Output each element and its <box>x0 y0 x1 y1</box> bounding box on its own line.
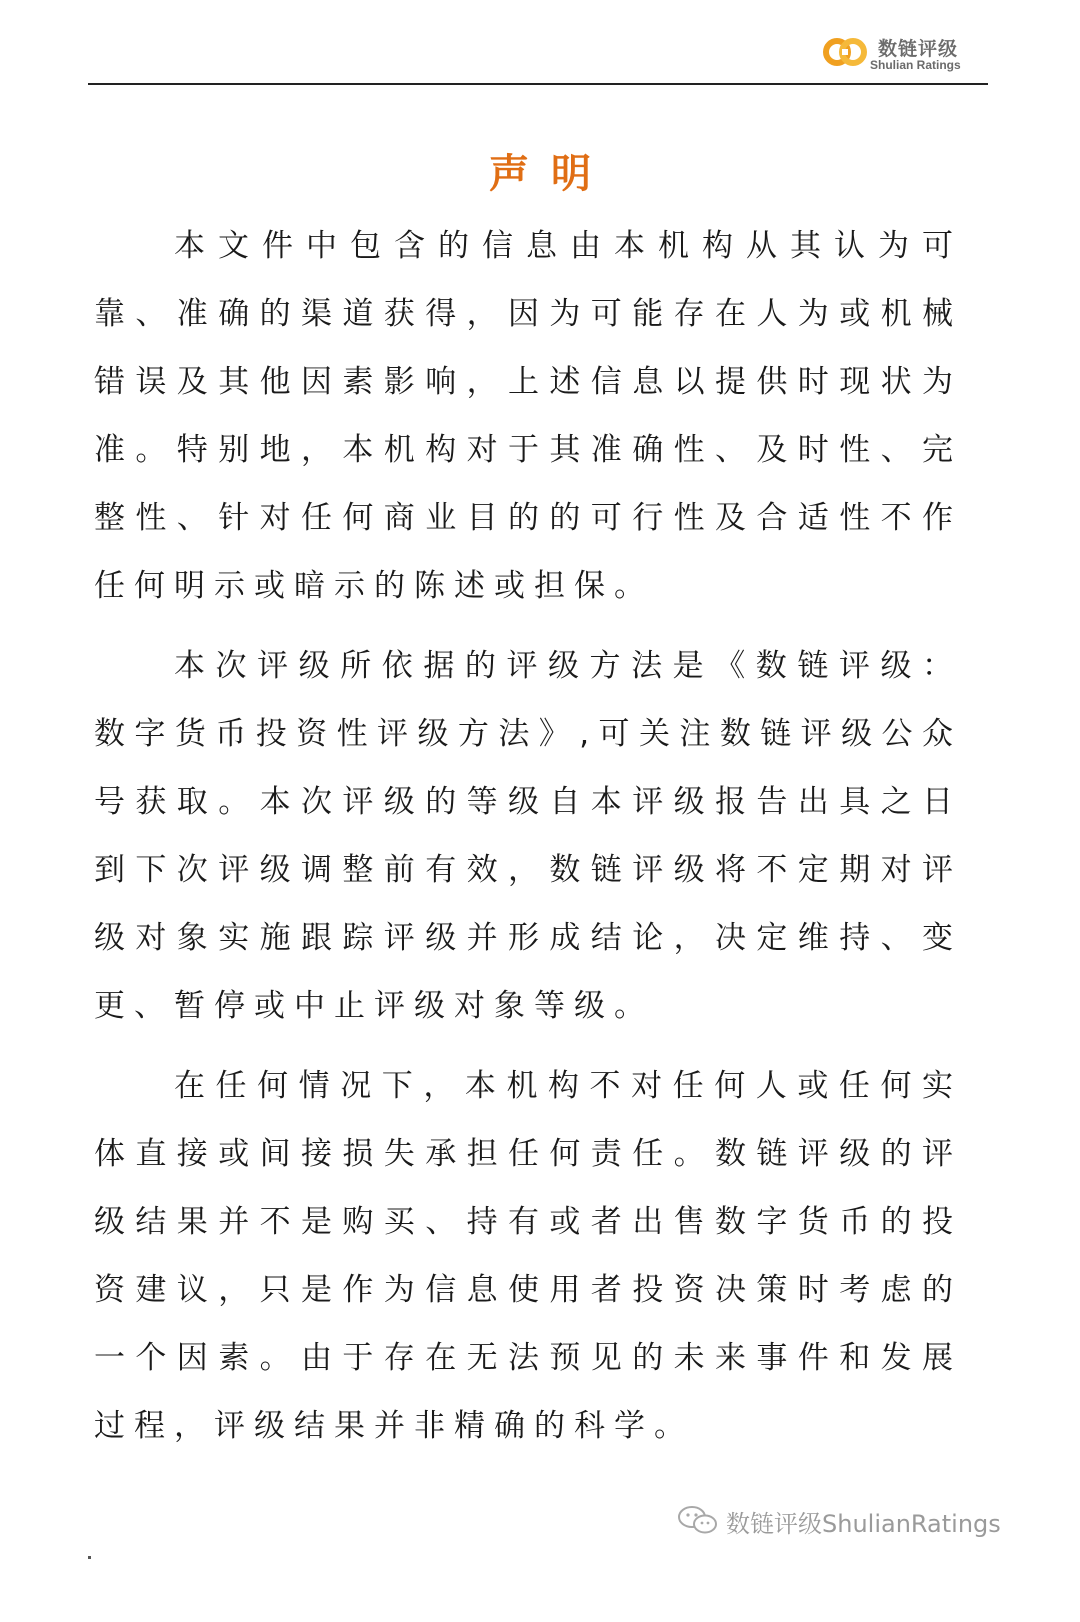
paragraph-1: 本文件中包含的信息由本机构从其认为可靠、准确的渠道获得，因为可能存在人为或机械错误及其他因素影响，上述信息以提供时现状为准。特别地，本机构对于其准确性、及时性、完整性、针对任何商业目的的可行性及合适性不作任何明示或暗示的陈述或担保。 <box>94 228 962 604</box>
document-title: 声明 <box>489 151 613 197</box>
logo-chinese-name: 数链评级 <box>878 38 959 60</box>
document-body <box>94 212 962 1472</box>
page-marker-dot <box>88 1556 91 1559</box>
shulian-logo <box>822 30 997 78</box>
paragraph-3: 在任何情况下，本机构不对任何人或任何实体直接或间接损失承担任何责任。数链评级的评级结果并不是购买、持有或者出售数字货币的投资建议，只是作为信息使用者投资决策时考虑的一个因素。由于存在无法预见的未来事件和发展过程，评级结果并非精确的科学。 <box>94 1068 962 1444</box>
watermark-text: 数链评级ShulianRatings <box>726 1510 1001 1538</box>
paragraph-2: 本次评级所依据的评级方法是《数链评级：数字货币投资性评级方法》,可关注数链评级公众号获取。本次评级的等级自本评级报告出具之日到下次评级调整前有效，数链评级将不定期对评级对象实施跟踪评级并形成结论，决定维持、变更、暂停或中止评级对象等级。 <box>94 648 962 1024</box>
logo-english-name: Shulian Ratings <box>870 58 961 72</box>
page-header <box>0 0 1080 90</box>
header-divider <box>88 83 988 85</box>
wechat-icon <box>676 1504 720 1536</box>
shulian-logo-icon <box>822 34 868 70</box>
